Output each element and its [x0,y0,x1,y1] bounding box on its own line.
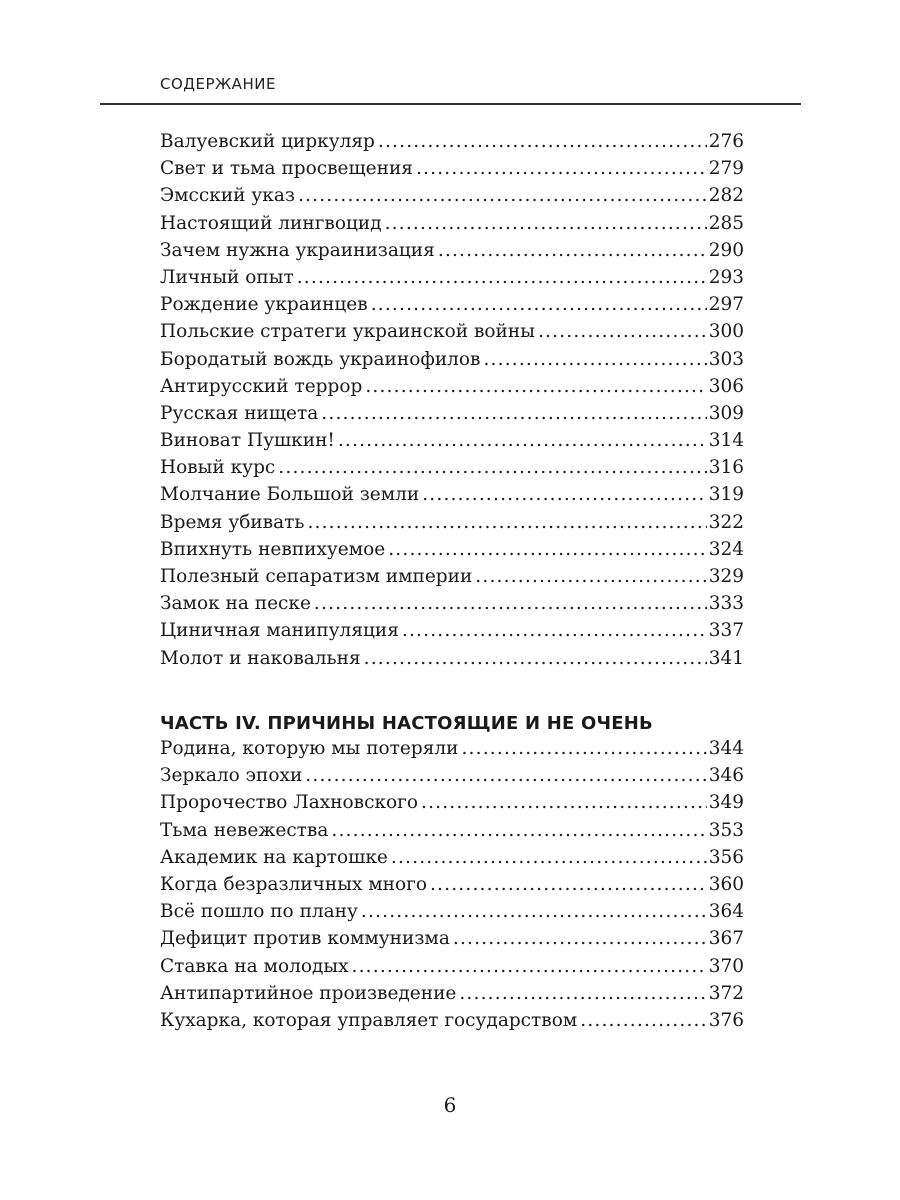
toc-entry-page: 285 [708,212,744,234]
toc-entry-title: Антирусский террор [160,375,363,397]
toc-entry-title: Циничная манипуляция [160,620,399,642]
dot-leader [297,267,707,286]
toc-entry-title: Время убивать [160,511,305,533]
dot-leader [459,983,706,1002]
toc-entry-page: 314 [708,430,744,452]
toc-entry-title: Польские стратеги украинской войны [160,321,535,343]
toc-entry-page: 303 [708,348,744,370]
dot-leader [298,185,707,204]
dot-leader [361,901,707,920]
dot-leader [538,321,707,340]
toc-entry [160,294,744,321]
dot-leader [402,620,707,639]
dot-leader [378,131,707,150]
toc-entry-page: 297 [708,294,744,316]
toc-entry-title: Когда безразличных много [160,873,427,895]
dot-leader [338,430,707,449]
toc-entry [160,738,744,765]
toc-entry [160,185,744,212]
dot-leader [371,294,707,313]
dot-leader [421,792,707,811]
toc-entry [160,403,744,430]
toc-entry [160,983,744,1010]
toc-entry [160,349,744,376]
toc-entry-title: Полезный сепаратизм империи [160,566,473,587]
toc-entry-page: 279 [708,158,744,180]
toc-entry [160,620,744,647]
toc-entry-page: 300 [708,321,744,343]
toc-entry-title: Дефицит против коммунизма [160,928,450,950]
toc-entry [160,593,744,620]
toc-entry [160,765,744,792]
part-heading: ЧАСТЬ IV. ПРИЧИНЫ НАСТОЯЩИЕ И НЕ ОЧЕНЬ [160,713,653,734]
toc-entry-title: Пророчество Лахновского [160,792,418,814]
toc-entry-page: 322 [708,511,744,533]
toc-entry-page: 329 [708,566,744,587]
toc-entry-title: Рождение украинцев [160,294,368,316]
toc-entry-page: 293 [708,266,744,288]
toc-entry-page: 364 [708,901,744,923]
dot-leader [416,158,707,177]
dot-leader [580,1010,706,1029]
toc-entry [160,213,744,240]
dot-leader [453,928,707,947]
toc-entry-page: 376 [708,1009,744,1031]
toc-entry-page: 367 [708,928,744,950]
toc-entry-title: Эмсский указ [160,185,295,207]
dot-leader [483,349,706,368]
dot-leader [365,376,706,395]
toc-entry-page: 290 [708,239,744,261]
dot-leader [364,648,707,667]
toc-entry-title: Всё пошло по плану [160,901,358,923]
toc-entry [160,240,744,267]
running-head-title: СОДЕРЖАНИЕ [160,75,276,93]
toc-entry [160,376,744,403]
toc-entry [160,1010,744,1037]
toc-entry [160,321,744,348]
dot-leader [352,956,707,975]
toc-part-3-list [160,131,744,675]
toc-entry [160,901,744,928]
toc-entry [160,158,744,185]
toc-entry [160,956,744,983]
toc-entry-page: 319 [708,484,744,506]
toc-entry [160,648,744,675]
dot-leader [461,738,706,757]
toc-entry-page: 306 [708,375,744,397]
toc-entry [160,131,744,158]
dot-leader [475,566,706,585]
toc-entry-title: Впихнуть невпихуемое [160,538,386,560]
toc-entry-title: Русская нищета [160,402,319,424]
dot-leader [438,240,707,259]
toc-entry [160,512,744,539]
toc-entry [160,430,744,457]
dot-leader [321,403,706,422]
toc-entry-title: Академик на картошке [160,846,388,868]
dot-leader [391,847,707,866]
toc-entry-title: Личный опыт [160,266,294,288]
toc-entry [160,928,744,955]
toc-entry-page: 316 [708,457,744,479]
toc-entry-title: Бородатый вождь украинофилов [160,348,481,370]
dot-leader [422,484,706,503]
page-number: 6 [443,1093,457,1117]
toc-entry-title: Тьма невежества [160,819,329,841]
toc-entry [160,874,744,901]
toc-entry-title: Новый курс [160,457,276,479]
toc-entry [160,566,744,593]
dot-leader [388,539,706,558]
toc-entry-page: 344 [708,738,744,759]
toc-entry-title: Валуевский циркуляр [160,131,375,152]
toc-entry-page: 309 [708,402,744,424]
toc-entry [160,457,744,484]
toc-entry-title: Ставка на молодых [160,955,349,977]
toc-entry-page: 341 [708,647,744,669]
toc-entry-page: 282 [708,185,744,207]
toc-entry-title: Зеркало эпохи [160,765,303,787]
toc-entry-title: Зачем нужна украинизация [160,239,435,261]
toc-entry-title: Настоящий лингвоцид [160,212,382,234]
toc-entry [160,847,744,874]
toc-entry-title: Родина, которую мы потеряли [160,738,459,759]
toc-entry-page: 372 [708,982,744,1004]
dot-leader [278,457,706,476]
dot-leader [430,874,707,893]
dot-leader [307,512,706,531]
toc-entry [160,484,744,511]
toc-entry-page: 370 [708,955,744,977]
toc-entry-title: Антипартийное произведение [160,982,457,1004]
toc-entry [160,539,744,566]
toc-entry [160,267,744,294]
toc-entry-page: 356 [708,846,744,868]
toc-entry [160,792,744,819]
toc-entry [160,820,744,847]
toc-entry-title: Замок на песке [160,593,311,615]
header-rule [100,103,801,105]
toc-entry-title: Кухарка, которая управляет государством [160,1009,578,1031]
toc-entry-page: 346 [708,765,744,787]
toc-entry-title: Виноват Пушкин! [160,430,335,452]
toc-part-4-list [160,709,744,1037]
toc-entry-page: 349 [708,792,744,814]
toc-entry-page: 353 [708,819,744,841]
dot-leader [305,765,706,784]
dot-leader [385,213,707,232]
toc-entry-page: 360 [708,873,744,895]
toc-entry-page: 337 [708,620,744,642]
toc-entry-page: 276 [708,131,744,152]
toc-entry-title: Молчание Большой земли [160,484,420,506]
dot-leader [314,593,707,612]
toc-entry-page: 324 [708,538,744,560]
toc-entry-title: Молот и наковальня [160,647,361,669]
toc-entry-title: Свет и тьма просвещения [160,158,413,180]
dot-leader [331,820,706,839]
toc-entry-page: 333 [708,593,744,615]
